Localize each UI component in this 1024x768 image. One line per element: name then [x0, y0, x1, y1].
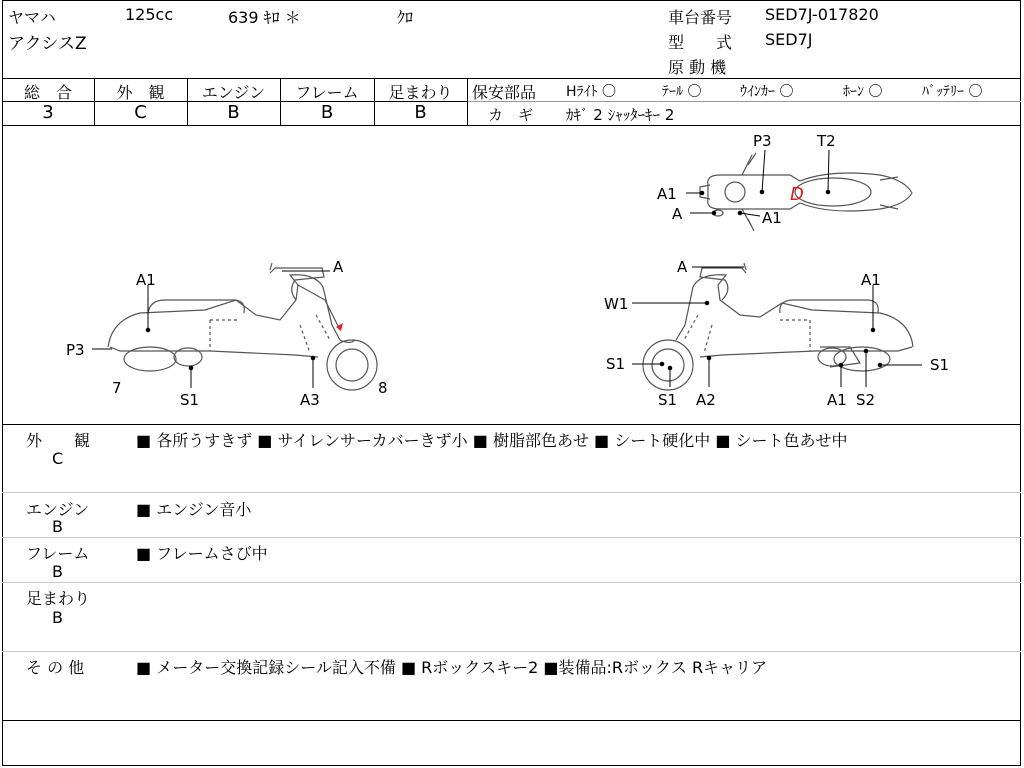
- headlight-ok-mark: 〇: [601, 84, 616, 100]
- grade-overall-label: 総 合: [23, 83, 72, 102]
- taillight-ok-mark: 〇: [687, 84, 702, 100]
- left-label-a: A: [333, 258, 344, 276]
- grade-overall-value: 3: [42, 102, 54, 123]
- type-value: SED7J: [765, 30, 813, 49]
- notes-exterior-label: 外 観: [26, 431, 91, 450]
- safety-item-headlight: Hﾗｲﾄ 〇: [566, 84, 616, 100]
- battery-ok-mark: 〇: [968, 84, 983, 100]
- type-label: 型 式: [668, 33, 733, 52]
- safety-item-horn: ﾎｰﾝ 〇: [843, 84, 883, 100]
- notes-engine-text: ■ エンジン音小: [136, 500, 252, 519]
- grade-exterior-value: C: [134, 102, 147, 123]
- scooter-diagram: [0, 125, 1024, 425]
- horn-ok-mark: 〇: [868, 84, 883, 100]
- left-label-a3: A3: [300, 391, 320, 409]
- left-label-a1: A1: [136, 271, 156, 289]
- grade-frame-value: B: [320, 102, 334, 123]
- chassis-label: 車台番号: [668, 8, 733, 27]
- grade-suspension-value: B: [414, 102, 427, 123]
- right-label-s1-rear: S1: [930, 356, 950, 374]
- notes-other-label: そ の 他: [26, 658, 85, 677]
- top-label-a1-lower: A1: [762, 209, 782, 227]
- notes-frame-label: フレーム: [26, 544, 90, 563]
- left-label-p3: P3: [66, 341, 85, 359]
- right-label-a: A: [677, 258, 688, 276]
- safety-item-winker: ｳｲﾝｶｰ 〇: [740, 84, 794, 100]
- handwritten-mark: D: [790, 184, 804, 205]
- notes-engine-label: エンジン: [26, 500, 90, 519]
- key-label: カ ギ: [488, 106, 534, 124]
- top-label-t2: T2: [817, 132, 836, 150]
- notes-suspension-grade: B: [52, 608, 63, 627]
- left-label-7: 7: [112, 379, 122, 397]
- top-label-p3: P3: [753, 132, 772, 150]
- safety-item-battery: ﾊﾞｯﾃﾘｰ 〇: [922, 84, 983, 100]
- notes-exterior-text: ■ 各所うすきず ■ サイレンサーカバーきず小 ■ 樹脂部色あせ ■ シート硬化中 ■ シート色あせ中: [136, 431, 848, 450]
- right-label-s1-front: S1: [606, 355, 626, 373]
- body-color: ｸﾛ: [397, 8, 414, 27]
- left-label-8: 8: [378, 379, 388, 397]
- safety-label: 保安部品: [472, 83, 537, 102]
- grade-exterior-label: 外 観: [116, 83, 165, 102]
- right-label-a1-rear: A1: [827, 391, 847, 409]
- right-label-a1: A1: [861, 271, 881, 289]
- right-label-s2: S2: [856, 391, 876, 409]
- right-label-a2: A2: [696, 391, 716, 409]
- maker-name: ヤマハ: [8, 8, 56, 27]
- key-value: ｶｷﾞ 2 ｼｬｯﾀｰｷｰ 2: [566, 106, 675, 124]
- top-scooter-outline: [700, 153, 912, 231]
- top-label-a1: A1: [657, 185, 677, 203]
- lot-info: 639 ｷﾛ ＊: [228, 8, 301, 27]
- top-label-a: A: [672, 205, 683, 223]
- right-label-w1: W1: [604, 295, 629, 313]
- notes-exterior-grade: C: [52, 449, 64, 468]
- engine-type-label: 原 動 機: [668, 58, 727, 77]
- winker-ok-mark: 〇: [779, 84, 794, 100]
- displacement: 125cc: [125, 5, 174, 24]
- notes-frame-text: ■ フレームさび中: [136, 544, 268, 563]
- grade-frame-label: フレーム: [295, 83, 359, 102]
- notes-suspension-label: 足まわり: [26, 589, 91, 608]
- model-name: アクシスZ: [8, 34, 87, 54]
- grade-suspension-label: 足まわり: [388, 83, 453, 102]
- notes-frame-grade: B: [52, 562, 63, 581]
- safety-item-taillight: ﾃｰﾙ 〇: [662, 84, 702, 100]
- left-label-s1: S1: [180, 391, 200, 409]
- grade-engine-value: B: [227, 102, 240, 123]
- right-label-s1-wheel: S1: [658, 391, 678, 409]
- grade-engine-label: エンジン: [201, 83, 266, 102]
- notes-engine-grade: B: [52, 517, 63, 536]
- chassis-value: SED7J-017820: [765, 5, 879, 24]
- notes-other-text: ■ メーター交換記録シール記入不備 ■ Rボックスキー2 ■装備品:Rボックス Rキャリア: [136, 658, 768, 677]
